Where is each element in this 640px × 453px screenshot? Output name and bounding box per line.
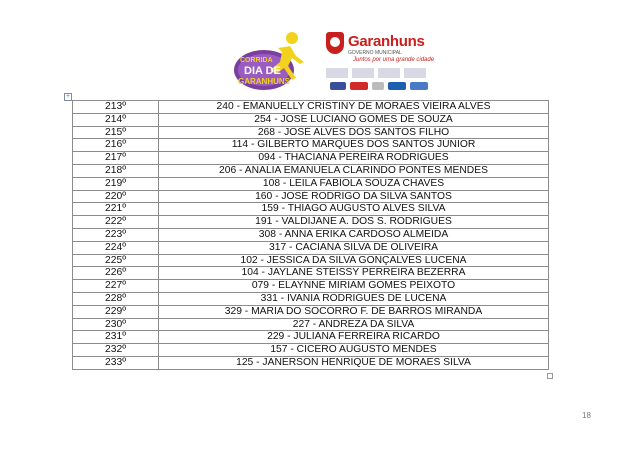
athlete-cell: 079 - ELAYNNE MIRIAM GOMES PEIXOTO bbox=[159, 280, 549, 293]
placement-cell: 217º bbox=[73, 152, 159, 165]
table-row bbox=[73, 177, 549, 190]
athlete-cell: 157 - CICERO AUGUSTO MENDES bbox=[159, 344, 549, 357]
table-row bbox=[73, 292, 549, 305]
table-row bbox=[73, 241, 549, 254]
athlete-cell: 317 - CACIANA SILVA DE OLIVEIRA bbox=[159, 241, 549, 254]
sesc-logo-icon bbox=[388, 82, 406, 90]
placement-cell: 224º bbox=[73, 241, 159, 254]
placement-cell: 231º bbox=[73, 331, 159, 344]
placement-cell: 228º bbox=[73, 292, 159, 305]
table-row bbox=[73, 228, 549, 241]
placement-cell: 233º bbox=[73, 356, 159, 369]
table-row bbox=[73, 190, 549, 203]
page-number: 18 bbox=[582, 411, 591, 420]
placement-cell: 216º bbox=[73, 139, 159, 152]
athlete-cell: 308 - ANNA ERIKA CARDOSO ALMEIDA bbox=[159, 228, 549, 241]
page-header bbox=[230, 26, 435, 96]
athlete-cell: 160 - JOSÉ RODRIGO DA SILVA SANTOS bbox=[159, 190, 549, 203]
athlete-cell: 104 - JAYLANE STEISSY PERREIRA BEZERRA bbox=[159, 267, 549, 280]
athlete-cell: 331 - IVANIA RODRIGUES DE LUCENA bbox=[159, 292, 549, 305]
sponsor-logos bbox=[326, 66, 432, 94]
table-row bbox=[73, 139, 549, 152]
race-logo-line2: DIA DE bbox=[244, 65, 281, 77]
placement-cell: 226º bbox=[73, 267, 159, 280]
placement-cell: 219º bbox=[73, 177, 159, 190]
secretariat-logo-icon bbox=[352, 68, 374, 78]
table-row bbox=[73, 113, 549, 126]
athlete-cell: 191 - VALDIJANE A. DOS S. RODRIGUES bbox=[159, 216, 549, 229]
table-row bbox=[73, 164, 549, 177]
table-row bbox=[73, 216, 549, 229]
sponsor-logo-icon bbox=[330, 82, 346, 90]
placement-cell: 221º bbox=[73, 203, 159, 216]
sponsor-logo-icon bbox=[372, 82, 384, 90]
table-row bbox=[73, 331, 549, 344]
placement-cell: 223º bbox=[73, 228, 159, 241]
athlete-cell: 227 - ANDREZA DA SILVA bbox=[159, 318, 549, 331]
table-resize-handle-icon[interactable] bbox=[547, 373, 553, 379]
placement-cell: 214º bbox=[73, 113, 159, 126]
placement-cell: 222º bbox=[73, 216, 159, 229]
city-crest-icon bbox=[326, 32, 344, 54]
athlete-cell: 108 - LEILA FABÍOLA SOUZA CHAVES bbox=[159, 177, 549, 190]
athlete-cell: 125 - JANERSON HENRIQUE DE MORAES SILVA bbox=[159, 356, 549, 369]
table-move-handle-icon[interactable]: + bbox=[64, 93, 72, 101]
race-logo-line1: CORRIDA bbox=[240, 57, 273, 64]
results-table bbox=[72, 100, 549, 370]
table-row bbox=[73, 203, 549, 216]
placement-cell: 230º bbox=[73, 318, 159, 331]
placement-cell: 220º bbox=[73, 190, 159, 203]
city-logo bbox=[326, 28, 435, 94]
placement-cell: 227º bbox=[73, 280, 159, 293]
athlete-cell: 229 - JULIANA FERREIRA RICARDO bbox=[159, 331, 549, 344]
athlete-cell: 102 - JESSICA DA SILVA GONÇALVES LUCENA bbox=[159, 254, 549, 267]
table-row bbox=[73, 267, 549, 280]
table-row bbox=[73, 305, 549, 318]
race-logo-line3: GARANHUNS bbox=[238, 77, 290, 86]
athlete-cell: 094 - THACIANA PEREIRA RODRIGUES bbox=[159, 152, 549, 165]
secretariat-logo-icon bbox=[404, 68, 426, 78]
city-slogan: Juntos por uma grande cidade bbox=[353, 57, 435, 63]
table-row bbox=[73, 254, 549, 267]
placement-cell: 225º bbox=[73, 254, 159, 267]
placement-cell: 215º bbox=[73, 126, 159, 139]
table-row bbox=[73, 280, 549, 293]
city-name: Garanhuns bbox=[348, 33, 425, 50]
placement-cell: 213º bbox=[73, 101, 159, 114]
athlete-cell: 206 - ANALIA EMANUELA CLARINDO PONTES MENDES bbox=[159, 164, 549, 177]
athlete-cell: 159 - THIAGO AUGUSTO ALVES SILVA bbox=[159, 203, 549, 216]
table-row bbox=[73, 344, 549, 357]
table-row bbox=[73, 356, 549, 369]
athlete-cell: 268 - JOSÉ ALVES DOS SANTOS FILHO bbox=[159, 126, 549, 139]
placement-cell: 229º bbox=[73, 305, 159, 318]
athlete-cell: 114 - GILBERTO MARQUES DOS SANTOS JÚNIOR bbox=[159, 139, 549, 152]
athlete-cell: 329 - MARIA DO SOCORRO F. DE BARROS MIRANDA bbox=[159, 305, 549, 318]
race-logo bbox=[230, 26, 330, 96]
table-row bbox=[73, 318, 549, 331]
secretariat-logo-icon bbox=[326, 68, 348, 78]
city-subtitle: GOVERNO MUNICIPAL bbox=[348, 50, 402, 56]
placement-cell: 232º bbox=[73, 344, 159, 357]
secretariat-logo-icon bbox=[378, 68, 400, 78]
placement-cell: 218º bbox=[73, 164, 159, 177]
athlete-cell: 240 - EMANUELLY CRISTINY DE MORAES VIEIRA ALVES bbox=[159, 101, 549, 114]
table-row bbox=[73, 126, 549, 139]
sponsor-logo-icon bbox=[410, 82, 428, 90]
athlete-cell: 254 - JOSÉ LUCIANO GOMES DE SOUZA bbox=[159, 113, 549, 126]
table-row bbox=[73, 101, 549, 114]
sesi-logo-icon bbox=[350, 82, 368, 90]
table-row bbox=[73, 152, 549, 165]
